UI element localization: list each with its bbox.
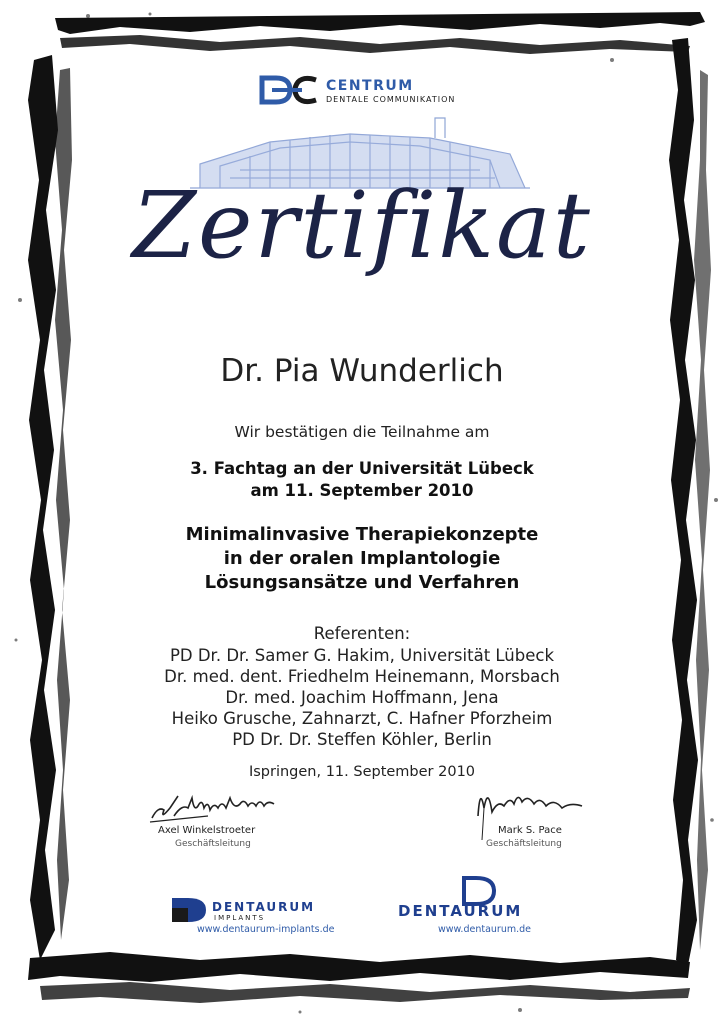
dc-monogram-icon bbox=[258, 72, 320, 106]
brand-name: DENTAURUM bbox=[398, 902, 523, 920]
speaker-item: Heiko Grusche, Zahnarzt, C. Hafner Pforzheim bbox=[171, 709, 553, 728]
signer-role: Geschäftsleitung bbox=[175, 839, 251, 849]
speakers-list bbox=[0, 645, 724, 750]
place-date: Ispringen, 11. September 2010 bbox=[248, 764, 476, 780]
confirmation-text: Wir bestätigen die Teilnahme am bbox=[234, 423, 490, 441]
website-link[interactable]: www.dentaurum.de bbox=[438, 924, 531, 935]
brand-name: DENTAURUM bbox=[212, 900, 316, 914]
speakers-heading: Referenten: bbox=[313, 624, 411, 643]
signature-left bbox=[148, 786, 288, 826]
topic-line: Lösungsansätze und Verfahren bbox=[204, 572, 520, 593]
topic-line: Minimalinvasive Therapiekonzepte bbox=[185, 524, 539, 545]
brand-sub: IMPLANTS bbox=[214, 914, 266, 922]
certificate-title: Zertifikat bbox=[132, 172, 592, 279]
website-link[interactable]: www.dentaurum-implants.de bbox=[197, 924, 335, 935]
signer-name: Axel Winkelstroeter bbox=[158, 825, 256, 836]
speaker-item: Dr. med. dent. Friedhelm Heinemann, Morsbach bbox=[164, 667, 560, 686]
speaker-item: PD Dr. Dr. Samer G. Hakim, Universität Lübeck bbox=[169, 646, 555, 665]
signer-name: Mark S. Pace bbox=[498, 825, 562, 836]
event-line: 3. Fachtag an der Universität Lübeck bbox=[190, 459, 534, 478]
dentaurum-d-icon bbox=[168, 894, 212, 924]
event-info bbox=[0, 458, 724, 502]
speaker-item: Dr. med. Joachim Hoffmann, Jena bbox=[225, 688, 499, 707]
signer-role: Geschäftsleitung bbox=[486, 839, 562, 849]
topic-title bbox=[0, 523, 724, 595]
event-line: am 11. September 2010 bbox=[250, 481, 474, 500]
org-name: CENTRUM bbox=[326, 78, 414, 94]
speaker-item: PD Dr. Dr. Steffen Köhler, Berlin bbox=[232, 730, 492, 749]
recipient-name: Dr. Pia Wunderlich bbox=[220, 353, 504, 389]
topic-line: in der oralen Implantologie bbox=[223, 548, 501, 569]
org-subtitle: DENTALE COMMUNIKATION bbox=[326, 95, 456, 104]
